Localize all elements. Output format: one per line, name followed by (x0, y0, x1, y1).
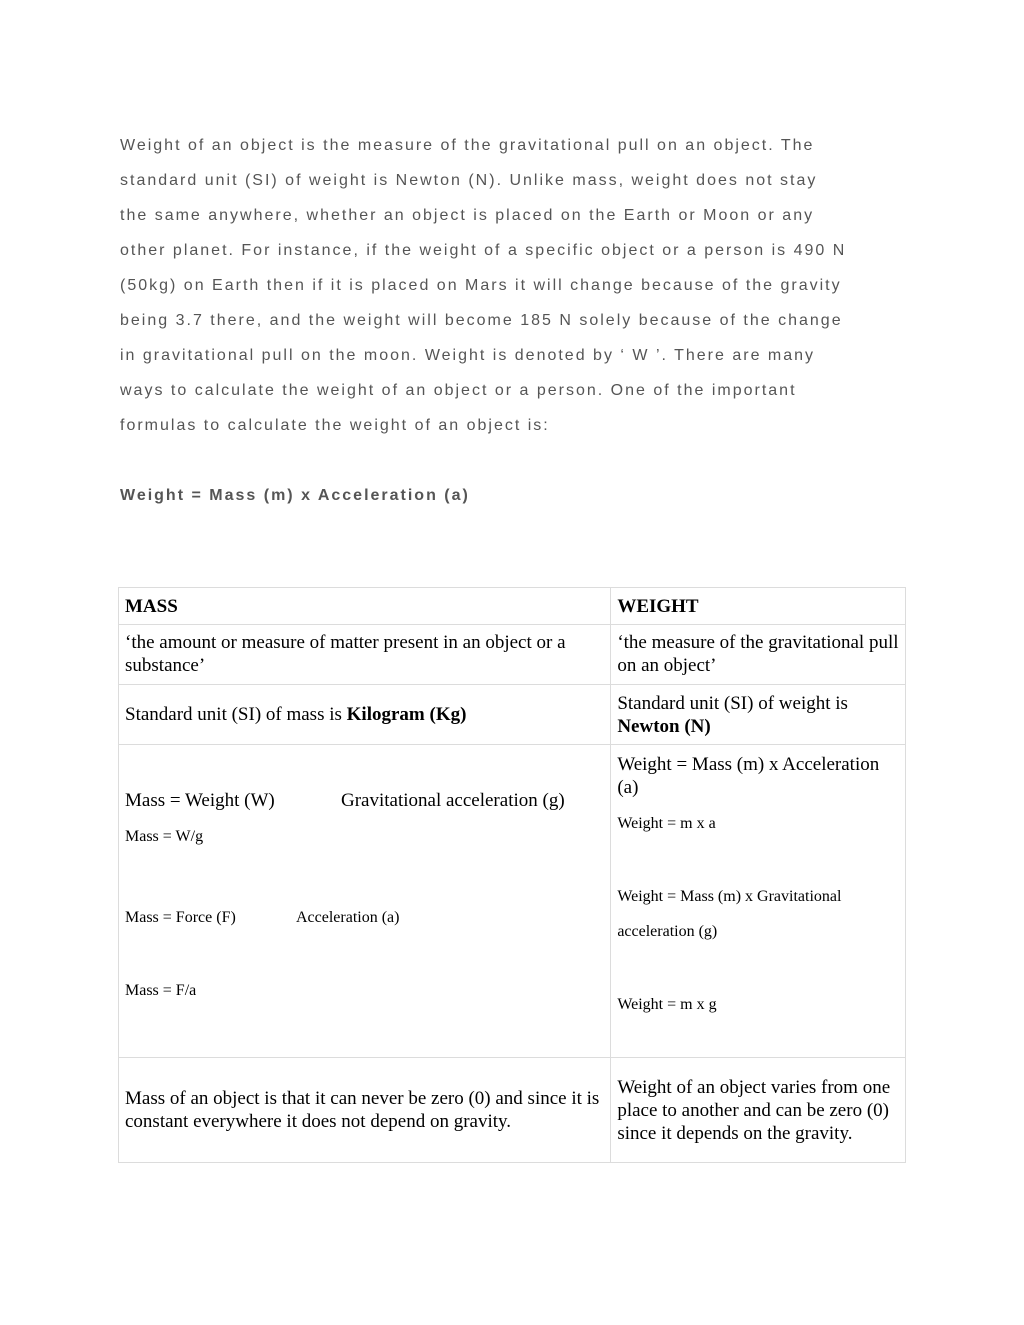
header-mass: MASS (119, 588, 611, 625)
mass-formula-3-left: Mass = Force (F) (125, 909, 236, 926)
weight-definition: ‘the measure of the gravitational pull on an object’ (611, 625, 906, 685)
intro-line: formulas to calculate the weight of an object is: (120, 417, 550, 434)
mass-property: Mass of an object is that it can never be zero (0) and since it is constant everywhere it does not depend on gravity. (119, 1058, 611, 1163)
weight-unit-cell (611, 685, 906, 745)
intro-line: ways to calculate the weight of an object or a person. One of the important (120, 382, 797, 399)
mass-unit-cell (119, 685, 611, 745)
intro-line: (50kg) on Earth then if it is placed on Mars it will change because of the gravity (120, 277, 842, 294)
table-header-row (119, 588, 906, 625)
weight-property: Weight of an object varies from one place to another and can be zero (0) since it depends on the gravity. (611, 1058, 906, 1163)
weight-unit-text: Standard unit (SI) of weight is (617, 692, 848, 714)
weight-formula-3: Weight = Mass (m) x Gravitational (617, 888, 842, 905)
weight-formula-4: acceleration (g) (617, 923, 718, 940)
mass-formula-2: Mass = W/g (125, 828, 204, 845)
mass-definition: ‘the amount or measure of matter present in an object or a substance’ (119, 625, 611, 685)
table-row-definition (119, 625, 906, 685)
weight-formula: Weight = Mass (m) x Acceleration (a) (120, 487, 470, 504)
mass-formula-3-right: Acceleration (a) (296, 909, 400, 926)
weight-formula-5: Weight = m x g (617, 996, 717, 1013)
intro-line: Weight of an object is the measure of the gravitational pull on an object. The (120, 137, 815, 154)
weight-formula-2: Weight = m x a (617, 815, 716, 832)
mass-unit-text: Standard unit (SI) of mass is (125, 704, 347, 725)
intro-line: being 3.7 there, and the weight will become 185 N solely because of the change (120, 312, 843, 329)
mass-formula-4: Mass = F/a (125, 982, 197, 999)
intro-line: in gravitational pull on the moon. Weight is denoted by ‘ W ’. There are many (120, 347, 816, 364)
mass-formulas-cell (119, 745, 611, 1058)
table-row-property (119, 1058, 906, 1163)
intro-paragraph (120, 128, 920, 443)
mass-formula-1-left: Mass = Weight (W) (125, 790, 275, 811)
intro-line: standard unit (SI) of weight is Newton (N). Unlike mass, weight does not stay (120, 172, 818, 189)
intro-line: the same anywhere, whether an object is placed on the Earth or Moon or any (120, 207, 815, 224)
table-row-formulas (119, 745, 906, 1058)
mass-weight-comparison-table (118, 587, 906, 1163)
intro-line: other planet. For instance, if the weight of a specific object or a person is 490 N (120, 242, 847, 259)
weight-unit-name: Newton (N) (617, 715, 711, 737)
weight-formulas-cell (611, 745, 906, 1058)
weight-formula-1: Weight = Mass (m) x Acceleration (a) (617, 754, 880, 798)
header-weight: WEIGHT (611, 588, 906, 625)
mass-formula-1-right: Gravitational acceleration (g) (341, 790, 565, 811)
table-row-unit (119, 685, 906, 745)
mass-unit-name: Kilogram (Kg) (346, 704, 467, 725)
